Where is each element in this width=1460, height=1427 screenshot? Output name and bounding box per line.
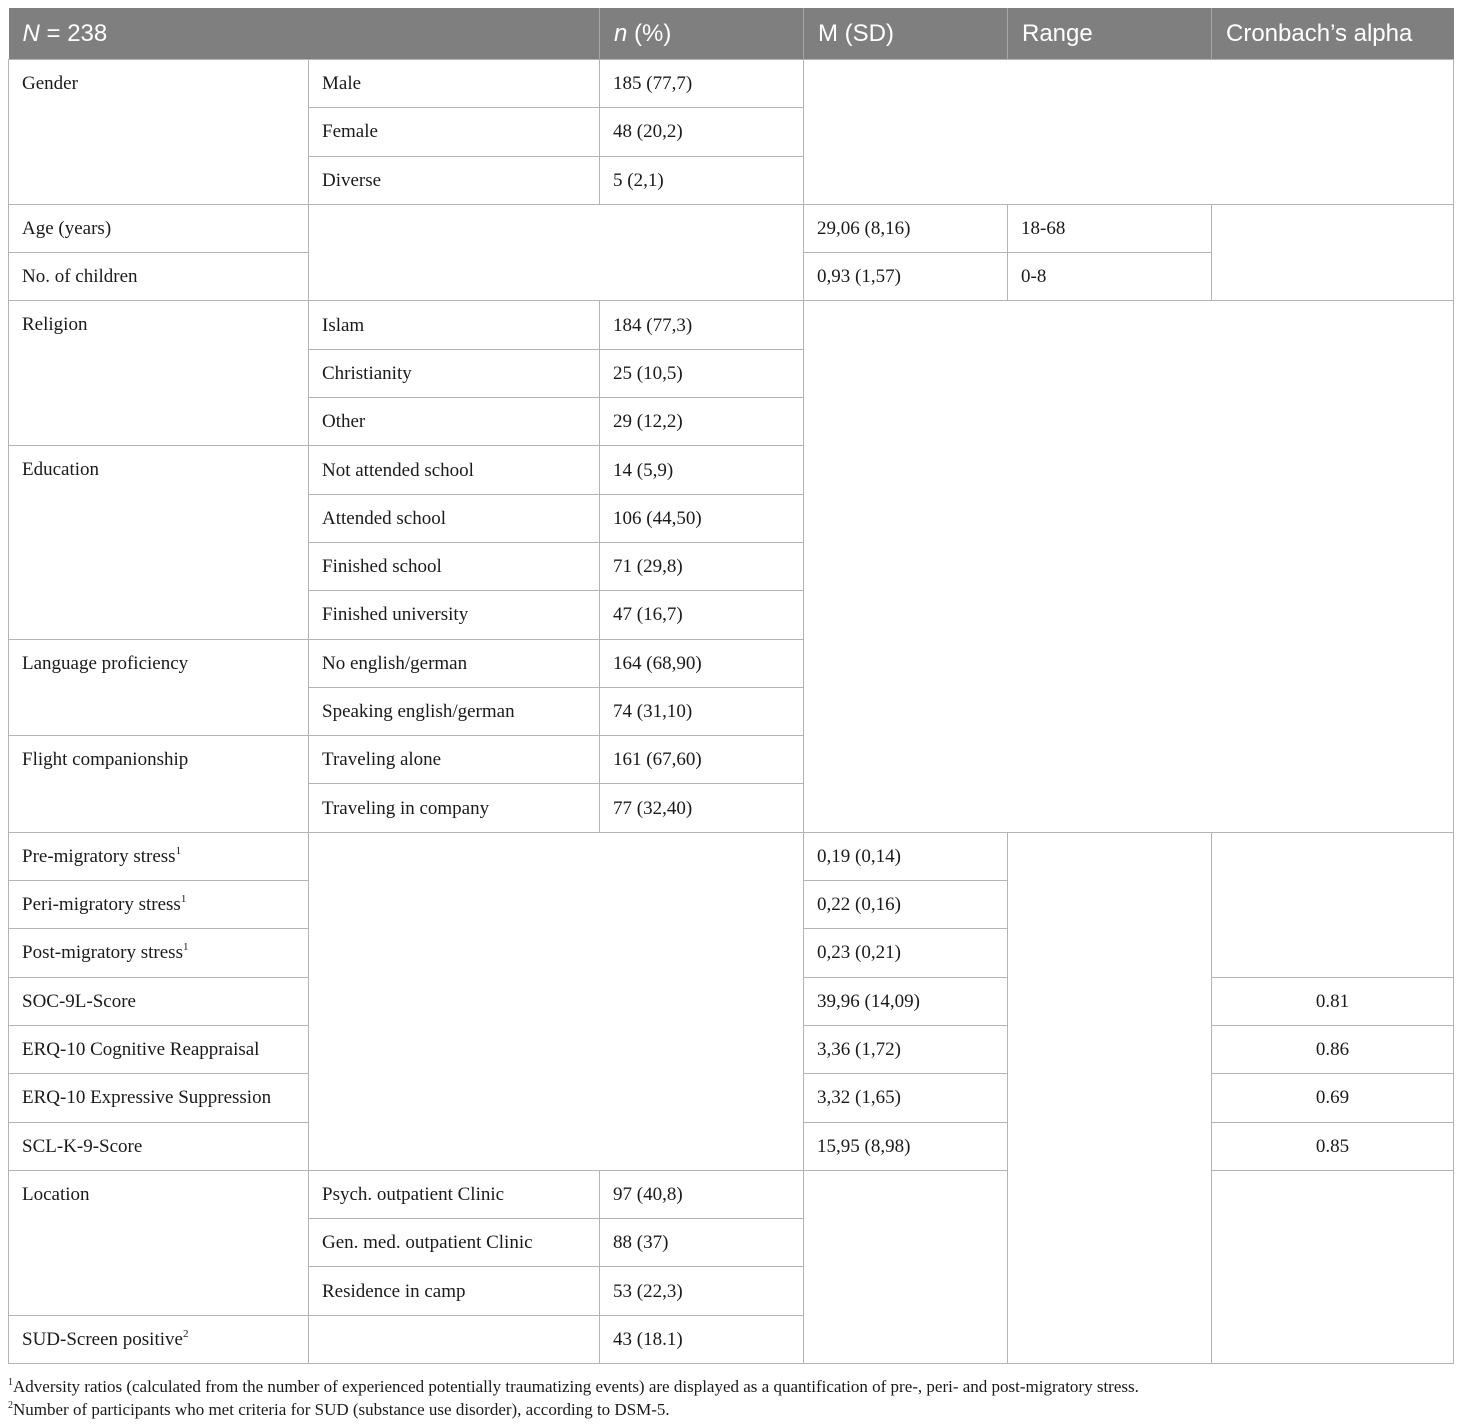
category-cell: Islam bbox=[309, 301, 600, 349]
n-percent-cell: 47 (16,7) bbox=[600, 591, 804, 639]
n-percent-cell: 43 (18.1) bbox=[600, 1315, 804, 1363]
category-cell: Attended school bbox=[309, 494, 600, 542]
n-percent-cell: 48 (20,2) bbox=[600, 108, 804, 156]
n-percent-cell: 25 (10,5) bbox=[600, 349, 804, 397]
footnotes bbox=[8, 1375, 1139, 1421]
empty-cell bbox=[1212, 204, 1454, 301]
label-text: Pre-migratory stress bbox=[22, 845, 176, 867]
row-label-scl: SCL-K-9-Score bbox=[9, 1122, 309, 1170]
mean-sd-cell: 0,93 (1,57) bbox=[804, 253, 1008, 301]
row-label-flight: Flight companionship bbox=[9, 736, 309, 833]
n-percent-cell: 184 (77,3) bbox=[600, 301, 804, 349]
category-cell: Traveling in company bbox=[309, 784, 600, 832]
header-range: Range bbox=[1008, 8, 1212, 60]
row-label-sud bbox=[9, 1315, 309, 1363]
footnote-1 bbox=[8, 1375, 1139, 1398]
footnote-marker: 1 bbox=[8, 1377, 13, 1388]
header-n-value: = 238 bbox=[46, 19, 108, 47]
category-cell: Female bbox=[309, 108, 600, 156]
category-cell: Finished school bbox=[309, 542, 600, 590]
mean-sd-cell: 0,22 (0,16) bbox=[804, 881, 1008, 929]
footnote-2 bbox=[8, 1398, 1139, 1421]
footnote-marker: 1 bbox=[180, 893, 187, 906]
footnote-marker: 1 bbox=[182, 941, 189, 954]
row-label-soc: SOC-9L-Score bbox=[9, 977, 309, 1025]
n-percent-cell: 29 (12,2) bbox=[600, 398, 804, 446]
category-cell: Speaking english/german bbox=[309, 687, 600, 735]
table-row bbox=[9, 832, 1454, 880]
n-percent-cell: 97 (40,8) bbox=[600, 1170, 804, 1218]
empty-cell bbox=[309, 832, 804, 1170]
header-n-symbol: N bbox=[22, 19, 40, 47]
empty-cell bbox=[804, 301, 1454, 832]
empty-cell bbox=[309, 204, 804, 301]
n-percent-cell: 71 (29,8) bbox=[600, 542, 804, 590]
row-label-location: Location bbox=[9, 1170, 309, 1315]
alpha-cell: 0.81 bbox=[1212, 977, 1454, 1025]
footnote-marker: 1 bbox=[175, 844, 182, 857]
mean-sd-cell: 39,96 (14,09) bbox=[804, 977, 1008, 1025]
n-percent-cell: 53 (22,3) bbox=[600, 1267, 804, 1315]
demographics-table bbox=[8, 8, 1454, 1364]
row-label-peri-migratory bbox=[9, 881, 309, 929]
label-text: SUD-Screen positive bbox=[22, 1328, 183, 1350]
header-n-italic: n bbox=[614, 19, 628, 47]
mean-sd-cell: 0,23 (0,21) bbox=[804, 929, 1008, 977]
n-percent-cell: 5 (2,1) bbox=[600, 156, 804, 204]
n-percent-cell: 185 (77,7) bbox=[600, 60, 804, 108]
mean-sd-cell: 15,95 (8,98) bbox=[804, 1122, 1008, 1170]
row-label-education: Education bbox=[9, 446, 309, 639]
mean-sd-cell: 3,32 (1,65) bbox=[804, 1074, 1008, 1122]
row-label-language: Language proficiency bbox=[9, 639, 309, 736]
category-cell: Finished university bbox=[309, 591, 600, 639]
header-row bbox=[9, 8, 1454, 60]
empty-cell bbox=[1008, 832, 1212, 1363]
mean-sd-cell: 3,36 (1,72) bbox=[804, 1025, 1008, 1073]
row-label-age: Age (years) bbox=[9, 204, 309, 252]
n-percent-cell: 14 (5,9) bbox=[600, 446, 804, 494]
table-row bbox=[9, 60, 1454, 108]
row-label-religion: Religion bbox=[9, 301, 309, 446]
table-row bbox=[9, 204, 1454, 252]
category-cell: Gen. med. outpatient Clinic bbox=[309, 1219, 600, 1267]
alpha-cell: 0.86 bbox=[1212, 1025, 1454, 1073]
n-percent-cell: 106 (44,50) bbox=[600, 494, 804, 542]
label-text: Post-migratory stress bbox=[22, 942, 183, 964]
mean-sd-cell: 29,06 (8,16) bbox=[804, 204, 1008, 252]
alpha-cell: 0.85 bbox=[1212, 1122, 1454, 1170]
header-n-rest: (%) bbox=[634, 19, 672, 47]
header-mean-sd: M (SD) bbox=[804, 8, 1008, 60]
footnote-marker: 2 bbox=[8, 1400, 13, 1411]
row-label-gender: Gender bbox=[9, 60, 309, 205]
empty-cell bbox=[1212, 1170, 1454, 1363]
row-label-post-migratory bbox=[9, 929, 309, 977]
empty-cell bbox=[804, 60, 1454, 205]
range-cell: 18-68 bbox=[1008, 204, 1212, 252]
n-percent-cell: 77 (32,40) bbox=[600, 784, 804, 832]
category-cell: Not attended school bbox=[309, 446, 600, 494]
empty-cell bbox=[804, 1170, 1008, 1363]
empty-cell bbox=[309, 1315, 600, 1363]
label-text: Peri-migratory stress bbox=[22, 894, 181, 916]
n-percent-cell: 164 (68,90) bbox=[600, 639, 804, 687]
row-label-pre-migratory bbox=[9, 832, 309, 880]
category-cell: Psych. outpatient Clinic bbox=[309, 1170, 600, 1218]
category-cell: Christianity bbox=[309, 349, 600, 397]
header-sample-size bbox=[9, 8, 600, 60]
alpha-cell: 0.69 bbox=[1212, 1074, 1454, 1122]
footnote-text: Adversity ratios (calculated from the number of experienced potentially traumatizing events) are displayed as a quantification of pre-, peri- and post-migratory stress. bbox=[13, 1377, 1139, 1396]
category-cell: No english/german bbox=[309, 639, 600, 687]
row-label-erq-es: ERQ-10 Expressive Suppression bbox=[9, 1074, 309, 1122]
footnote-text: Number of participants who met criteria for SUD (substance use disorder), according to DSM-5. bbox=[13, 1400, 670, 1419]
category-cell: Traveling alone bbox=[309, 736, 600, 784]
table-row bbox=[9, 1170, 1454, 1218]
category-cell: Diverse bbox=[309, 156, 600, 204]
row-label-children: No. of children bbox=[9, 253, 309, 301]
category-cell: Residence in camp bbox=[309, 1267, 600, 1315]
header-cronbach-alpha: Cronbach’s alpha bbox=[1212, 8, 1454, 60]
mean-sd-cell: 0,19 (0,14) bbox=[804, 832, 1008, 880]
header-n-percent bbox=[600, 8, 804, 60]
range-cell: 0-8 bbox=[1008, 253, 1212, 301]
table-row bbox=[9, 301, 1454, 349]
footnote-marker: 2 bbox=[182, 1327, 189, 1340]
category-cell: Male bbox=[309, 60, 600, 108]
row-label-erq-cr: ERQ-10 Cognitive Reappraisal bbox=[9, 1025, 309, 1073]
n-percent-cell: 161 (67,60) bbox=[600, 736, 804, 784]
n-percent-cell: 88 (37) bbox=[600, 1219, 804, 1267]
empty-cell bbox=[1212, 832, 1454, 977]
n-percent-cell: 74 (31,10) bbox=[600, 687, 804, 735]
category-cell: Other bbox=[309, 398, 600, 446]
